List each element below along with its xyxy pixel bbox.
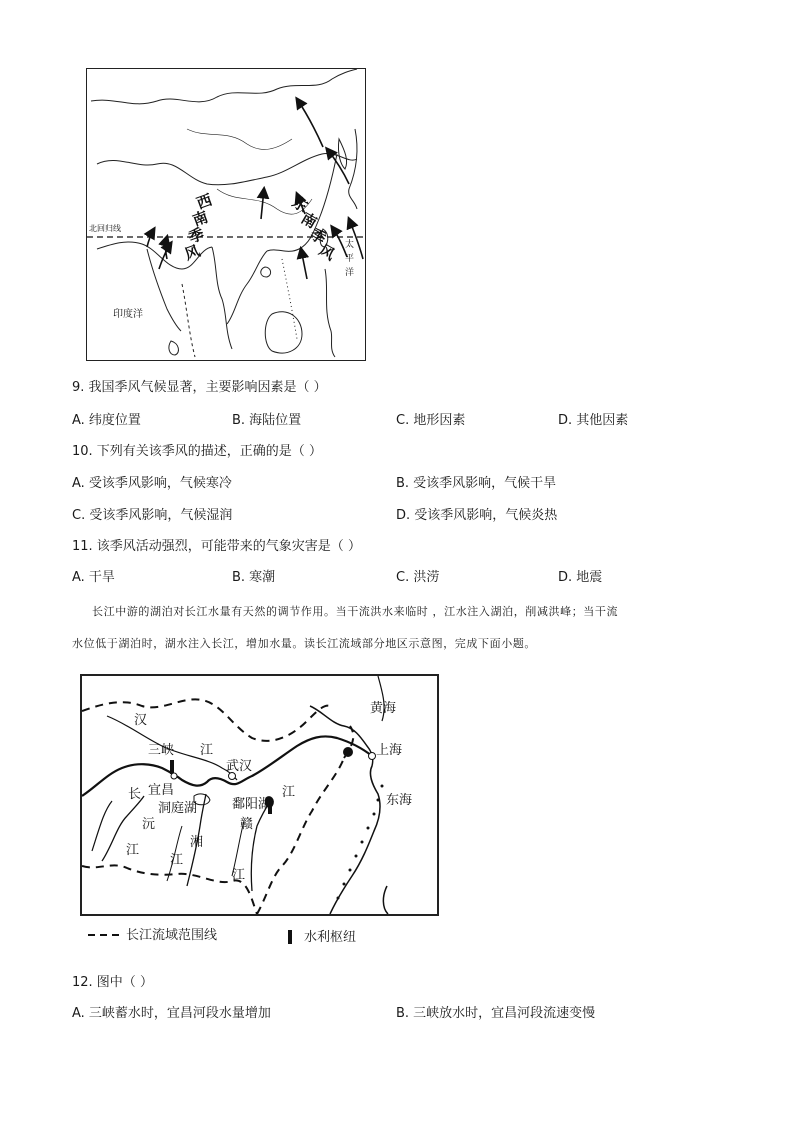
question-12-option-b[interactable]: B. 三峡放水时，宜昌河段流速变慢 <box>396 1006 596 1021</box>
question-10-option-d[interactable]: D. 受该季风影响，气候炎热 <box>396 508 558 523</box>
basin-boundary <box>257 758 344 914</box>
passage-line-1: 长江中游的湖泊对长江水量有天然的调节作用。当干流洪水来临时 ，江水注入湖泊，削减洪峰；当干流 <box>92 605 619 618</box>
hainan <box>261 267 271 277</box>
monsoon-arrow <box>261 189 264 219</box>
gan-label: 赣 <box>240 817 254 832</box>
country-border <box>97 154 357 185</box>
question-11-option-c[interactable]: C. 洪涝 <box>396 570 440 585</box>
shanghai-city-marker <box>369 753 376 760</box>
question-9-stem: 9. 我国季风气候显著，主要影响因素是（ ） <box>72 380 327 395</box>
question-9-option-c[interactable]: C. 地形因素 <box>396 413 466 428</box>
shanghai-label: 上海 <box>376 743 403 758</box>
dongting-label: 洞庭湖 <box>158 801 198 816</box>
svg-text:季: 季 <box>307 224 330 248</box>
svg-text:东: 东 <box>289 192 312 216</box>
question-10-option-c[interactable]: C. 受该季风影响，气候湿润 <box>72 508 233 523</box>
question-11-stem: 11. 该季风活动强烈，可能带来的气象灾害是（ ） <box>72 539 361 554</box>
monsoon-map <box>86 68 366 361</box>
han-jiang-label: 江 <box>200 743 214 758</box>
monsoon-arrow <box>301 249 307 279</box>
taiwan <box>383 886 388 914</box>
han-label: 汉 <box>134 713 148 728</box>
india-coast <box>147 249 181 331</box>
yangtze-map-svg <box>82 676 437 914</box>
dam-legend-label: 水利枢纽 <box>304 930 357 945</box>
monsoon-arrow <box>147 229 154 247</box>
jiang-mid-label: 江 <box>282 785 296 800</box>
yuan-label: 沅 <box>142 817 156 832</box>
dotted-boundary <box>182 284 195 357</box>
question-9-option-a[interactable]: A. 纬度位置 <box>72 413 141 428</box>
question-12-option-a[interactable]: A. 三峡蓄水时，宜昌河段水量增加 <box>72 1006 271 1021</box>
yichang-city-marker <box>171 773 177 779</box>
yangtze-map <box>80 674 439 916</box>
svg-text:西: 西 <box>194 190 215 213</box>
svg-text:季: 季 <box>186 224 207 247</box>
three-gorges-dam <box>170 760 174 774</box>
province-line <box>187 129 292 149</box>
svg-text:洋: 洋 <box>345 268 355 278</box>
svg-text:平: 平 <box>345 254 355 264</box>
east-sea-label: 东海 <box>386 793 413 808</box>
tropic-label: 北回归线 <box>89 224 121 233</box>
svg-text:南: 南 <box>190 207 211 230</box>
borneo <box>265 312 302 353</box>
dam-legend-swatch <box>288 930 292 944</box>
three-gorges-label: 三峡 <box>148 743 175 758</box>
monsoon-map-svg <box>87 69 364 359</box>
basin-boundary <box>82 699 330 740</box>
question-11-option-a[interactable]: A. 干旱 <box>72 570 115 585</box>
southwest-monsoon-label <box>182 191 214 264</box>
gan-jiang-label: 江 <box>232 868 246 883</box>
question-11-option-d[interactable]: D. 地震 <box>558 570 603 585</box>
tributary <box>92 801 112 851</box>
monsoon-arrow <box>349 219 363 259</box>
japan <box>349 129 357 209</box>
svg-text:太: 太 <box>345 240 355 250</box>
question-11-option-b[interactable]: B. 寒潮 <box>232 570 276 585</box>
korea <box>338 139 346 169</box>
passage-line-2: 水位低于湖泊时，湖水注入长江，增加水量。读长江流域部分地区示意图，完成下面小题。 <box>72 637 536 650</box>
philippines <box>325 269 335 357</box>
question-10-option-a[interactable]: A. 受该季风影响，气候寒冷 <box>72 476 232 491</box>
peninsula <box>212 247 232 349</box>
coastline <box>227 251 267 324</box>
country-border <box>91 69 357 104</box>
southeast-monsoon-label <box>289 193 339 265</box>
wuhan-label: 武汉 <box>226 759 253 774</box>
xiang-jiang-label: 江 <box>170 853 184 868</box>
dotted-boundary <box>282 259 297 339</box>
boundary-legend-swatch <box>88 930 128 940</box>
indian-ocean-label: 印度洋 <box>113 309 143 320</box>
xiang-label: 湘 <box>190 835 204 850</box>
question-12-stem: 12. 图中（ ） <box>72 975 153 990</box>
chang-label: 长 <box>128 787 142 802</box>
monsoon-arrow <box>297 99 323 147</box>
sri-lanka <box>169 341 179 355</box>
monsoon-arrow <box>166 237 168 259</box>
question-10-stem: 10. 下列有关该季风的描述，正确的是（ ） <box>72 444 322 459</box>
yichang-label: 宜昌 <box>148 783 175 798</box>
poyang-label: 鄱阳湖 <box>232 797 272 812</box>
question-10-option-b[interactable]: B. 受该季风影响，气候干旱 <box>396 476 557 491</box>
boundary-legend-label: 长江流域范围线 <box>126 928 218 943</box>
svg-text:风: 风 <box>182 241 203 264</box>
pacific-label <box>345 238 354 278</box>
svg-text:南: 南 <box>298 208 321 232</box>
svg-text:风: 风 <box>316 240 339 264</box>
question-9-option-d[interactable]: D. 其他因素 <box>558 413 629 428</box>
question-9-option-b[interactable]: B. 海陆位置 <box>232 413 302 428</box>
yuan-jiang-label: 江 <box>126 843 140 858</box>
yellow-sea-label: 黄海 <box>370 701 397 716</box>
